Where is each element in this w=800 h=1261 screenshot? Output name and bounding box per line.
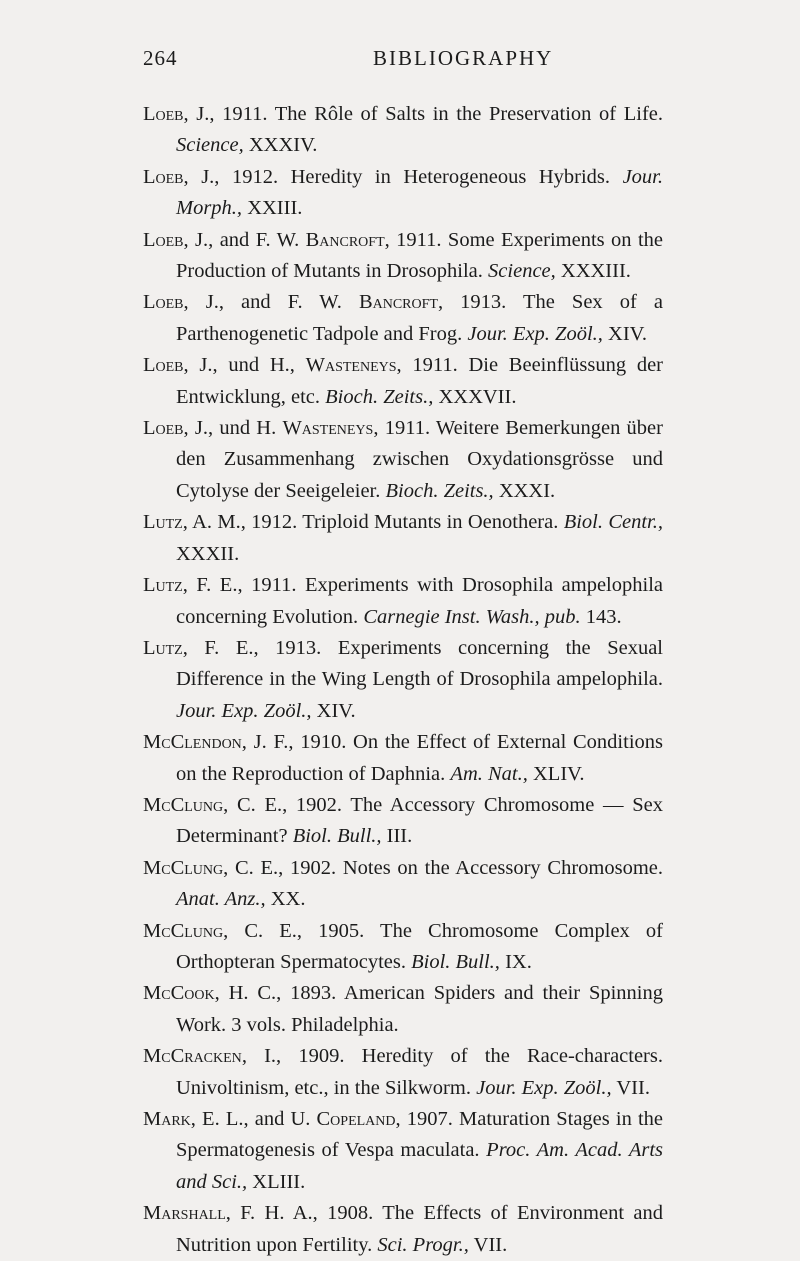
page-number: 264 bbox=[143, 46, 178, 70]
bibliography-entry bbox=[143, 162, 663, 225]
entry-volume: 143. bbox=[580, 605, 622, 628]
entry-author: McClendon bbox=[143, 731, 242, 754]
bibliography-entry bbox=[143, 916, 663, 979]
running-title: BIBLIOGRAPHY bbox=[373, 46, 554, 70]
entry-source: Science, bbox=[176, 134, 244, 157]
entry-text: , C. E., 1902. Notes on the Accessory Chromosome. bbox=[223, 856, 663, 879]
entry-source: Biol. Bull., bbox=[292, 825, 382, 848]
entry-volume: VII. bbox=[611, 1076, 650, 1099]
entry-author: McCook bbox=[143, 982, 215, 1005]
entry-source: Jour. Morph., bbox=[176, 165, 663, 220]
entry-author: Lutz bbox=[143, 636, 183, 659]
entry-coauthor: Copeland bbox=[316, 1108, 396, 1130]
bibliography-entry bbox=[143, 413, 663, 507]
bibliography-entry bbox=[143, 633, 663, 727]
bibliography-entry bbox=[143, 570, 663, 633]
entry-text: , J., 1911. The Rôle of Salts in the Preservation of Life. bbox=[183, 103, 663, 125]
entry-coauthor: Wasteneys bbox=[305, 354, 397, 377]
entry-author: Mark bbox=[143, 1108, 191, 1130]
entry-text: , 1911. Weitere Bemerkungen über den Zusammenhang zwischen Oxydationsgrösse und Cytolyse der Seeigeleier. bbox=[176, 417, 663, 502]
entry-coauthor: Wasteneys bbox=[282, 417, 374, 440]
entry-volume: XX. bbox=[265, 888, 306, 911]
entry-author: Loeb bbox=[143, 165, 184, 188]
entry-volume: XXXIII. bbox=[555, 260, 631, 283]
entry-volume: XIV. bbox=[311, 699, 356, 722]
entry-text: , C. E., 1905. The Chromosome Complex of Orthopteran Spermatocytes. bbox=[176, 919, 663, 973]
entry-volume: XXXI. bbox=[493, 479, 556, 502]
entry-source: Jour. Exp. Zoöl., bbox=[476, 1076, 612, 1099]
entry-source: Proc. Am. Acad. Arts and Sci., bbox=[176, 1139, 663, 1193]
entry-coauthor: Bancroft bbox=[305, 228, 385, 251]
entry-author: Loeb bbox=[143, 417, 184, 440]
entry-volume: XXIII. bbox=[242, 197, 303, 220]
entry-source: Biol. Centr., bbox=[563, 511, 663, 534]
entry-source: Jour. Exp. Zoöl., bbox=[467, 322, 603, 345]
bibliography-entry bbox=[143, 350, 663, 413]
entry-source: Biol. Bull., bbox=[411, 950, 500, 973]
bibliography-entry bbox=[143, 727, 663, 790]
entry-author: Marshall bbox=[143, 1202, 226, 1225]
entry-text: , 1911. Die Beeinflüssung der Entwicklung, etc. bbox=[176, 354, 663, 408]
bibliography-entry bbox=[143, 225, 663, 288]
bibliography-list bbox=[143, 99, 663, 1261]
entry-text: , F. E., 1911. Experiments with Drosophila ampelophila concerning Evolution. bbox=[176, 574, 663, 628]
entry-text: , C. E., 1902. The Accessory Chromosome — Sex Determinant? bbox=[176, 793, 663, 848]
entry-text: , H. C., 1893. American Spiders and their Spinning Work. 3 vols. Philadelphia. bbox=[176, 982, 663, 1036]
bibliography-entry bbox=[143, 1041, 663, 1104]
entry-author: Loeb bbox=[143, 103, 184, 125]
entry-text: , J. F., 1910. On the Effect of External Conditions on the Reproduction of Daphnia. bbox=[176, 731, 663, 785]
entry-text: , 1913. The Sex of a Parthenogenetic Tadpole and Frog. bbox=[176, 291, 663, 345]
bibliography-entry bbox=[143, 99, 663, 162]
entry-text: , J., 1912. Heredity in Heterogeneous Hybrids. bbox=[183, 165, 623, 188]
entry-text: , J., and F. W. bbox=[183, 228, 306, 251]
entry-volume: VII. bbox=[468, 1233, 508, 1256]
entry-text: , 1907. Maturation Stages in the Spermatogenesis of Vespa maculata. bbox=[176, 1108, 663, 1162]
entry-volume: XXXIV. bbox=[243, 134, 318, 157]
entry-text: , A. M., 1912. Triploid Mutants in Oenothera. bbox=[182, 511, 564, 534]
entry-volume: XXXII. bbox=[176, 542, 240, 565]
entry-text: , J., and F. W. bbox=[183, 291, 359, 314]
entry-volume: IX. bbox=[499, 950, 532, 973]
entry-text: , F. E., 1913. Experiments concerning the Sexual Difference in the Wing Length of Drosophila ampelophila. bbox=[176, 636, 663, 691]
entry-text: , J., und H. bbox=[183, 417, 283, 440]
entry-author: McClung bbox=[143, 793, 224, 816]
entry-text: , J., und H., bbox=[183, 354, 306, 377]
bibliography-entry bbox=[143, 978, 663, 1041]
bibliography-entry bbox=[143, 1198, 663, 1261]
entry-volume: XLIV. bbox=[527, 762, 585, 785]
entry-text: , F. H. A., 1908. The Effects of Environment and Nutrition upon Fertility. bbox=[176, 1202, 663, 1256]
entry-source: Am. Nat., bbox=[450, 762, 528, 785]
entry-author: McClung bbox=[143, 856, 224, 879]
entry-volume: XIV. bbox=[602, 322, 647, 345]
entry-author: McCracken bbox=[143, 1045, 242, 1068]
entry-source: Bioch. Zeits., bbox=[385, 479, 494, 502]
entry-source: Bioch. Zeits., bbox=[325, 385, 434, 408]
entry-source: Sci. Progr., bbox=[377, 1233, 469, 1256]
entry-text: , E. L., and U. bbox=[190, 1108, 317, 1130]
entry-author: Lutz bbox=[143, 511, 183, 534]
entry-source: Science, bbox=[488, 260, 556, 283]
entry-text: , 1911. Some Experiments on the Production of Mutants in Drosophila. bbox=[176, 228, 663, 283]
entry-source: Anat. Anz., bbox=[176, 888, 266, 911]
entry-source: Carnegie Inst. Wash., pub. bbox=[363, 605, 581, 628]
bibliography-entry bbox=[143, 507, 663, 570]
running-head bbox=[143, 46, 657, 76]
bibliography-entry bbox=[143, 853, 663, 916]
entry-author: Loeb bbox=[143, 228, 184, 251]
entry-source: Jour. Exp. Zoöl., bbox=[176, 699, 312, 722]
entry-author: Loeb bbox=[143, 354, 184, 377]
entry-author: Loeb bbox=[143, 291, 184, 314]
bibliography-entry bbox=[143, 287, 663, 350]
entry-coauthor: Bancroft bbox=[358, 291, 438, 314]
entry-volume: III. bbox=[381, 825, 413, 848]
entry-author: McClung bbox=[143, 919, 224, 942]
entry-author: Lutz bbox=[143, 574, 183, 597]
entry-text: , I., 1909. Heredity of the Race-characters. Univoltinism, etc., in the Silkworm. bbox=[176, 1045, 663, 1099]
bibliography-entry bbox=[143, 790, 663, 853]
bibliography-entry bbox=[143, 1104, 663, 1198]
entry-volume: XXXVII. bbox=[433, 385, 517, 408]
entry-volume: XLIII. bbox=[247, 1170, 306, 1193]
